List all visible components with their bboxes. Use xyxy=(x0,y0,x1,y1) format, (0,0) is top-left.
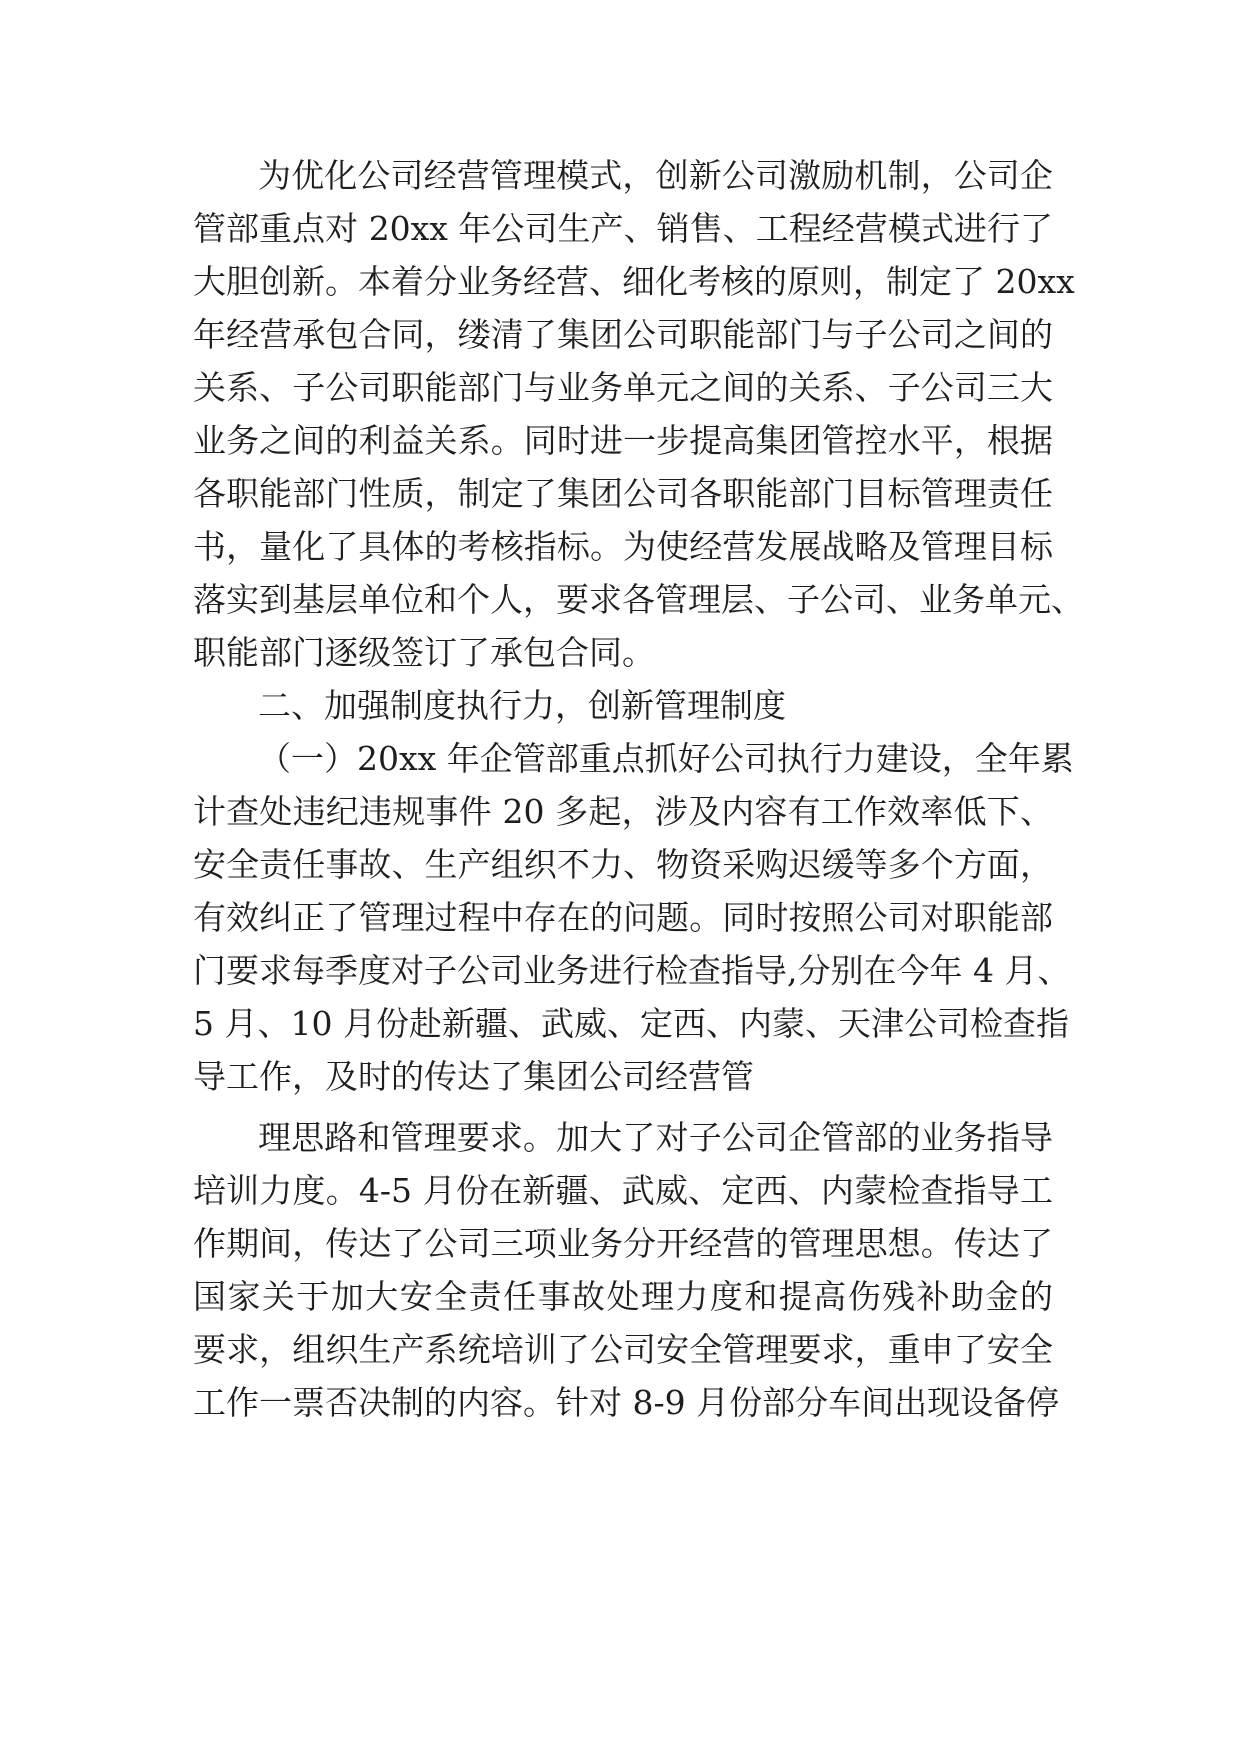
paragraph-line: 导工作，及时的传达了集团公司经营管 xyxy=(193,1057,754,1096)
paragraph-line: 5 月、10 月份赴新疆、武威、定西、内蒙、天津公司检查指 xyxy=(193,1004,1069,1043)
paragraph-line: 理思路和管理要求。加大了对子公司企管部的业务指导 xyxy=(258,1118,1053,1157)
paragraph-line: 年经营承包合同，缕清了集团公司职能部门与子公司之间的 xyxy=(193,315,1053,354)
paragraph-line: 培训力度。4-5 月份在新疆、武威、定西、内蒙检查指导工 xyxy=(193,1171,1053,1210)
paragraph-line: 管部重点对 20xx 年公司生产、销售、工程经营模式进行了 xyxy=(193,209,1053,248)
paragraph-line: 落实到基层单位和个人，要求各管理层、子公司、业务单元、 xyxy=(193,580,1084,619)
paragraph-line: 要求，组织生产系统培训了公司安全管理要求，重申了安全 xyxy=(193,1330,1053,1369)
paragraph-line: 计查处违纪违规事件 20 多起，涉及内容有工作效率低下、 xyxy=(193,792,1053,831)
paragraph-line: 业务之间的利益关系。同时进一步提高集团管控水平，根据 xyxy=(193,421,1053,460)
paragraph-line: 工作一票否决制的内容。针对 8-9 月份部分车间出现设备停 xyxy=(193,1383,1060,1422)
paragraph-line: 有效纠正了管理过程中存在的问题。同时按照公司对职能部 xyxy=(193,898,1053,937)
section-heading: 二、加强制度执行力，创新管理制度 xyxy=(258,686,786,725)
paragraph-line: 作期间，传达了公司三项业务分开经营的管理思想。传达了 xyxy=(193,1224,1053,1263)
paragraph-line: 门要求每季度对子公司业务进行检查指导,分别在今年 4 月、 xyxy=(193,951,1071,990)
paragraph-line: 大胆创新。本着分业务经营、细化考核的原则，制定了 20xx xyxy=(193,262,1075,301)
paragraph-line: （一）20xx 年企管部重点抓好公司执行力建设，全年累 xyxy=(258,739,1074,778)
paragraph-line: 安全责任事故、生产组织不力、物资采购迟缓等多个方面， xyxy=(193,845,1053,884)
paragraph-line: 各职能部门性质，制定了集团公司各职能部门目标管理责任 xyxy=(193,474,1053,513)
paragraph-line: 为优化公司经营管理模式，创新公司激励机制，公司企 xyxy=(258,156,1053,195)
paragraph-line: 书，量化了具体的考核指标。为使经营发展战略及管理目标 xyxy=(193,527,1053,566)
paragraph-line: 职能部门逐级签订了承包合同。 xyxy=(193,633,655,672)
paragraph-line: 关系、子公司职能部门与业务单元之间的关系、子公司三大 xyxy=(193,368,1053,407)
paragraph-line: 国家关于加大安全责任事故处理力度和提高伤残补助金的 xyxy=(193,1277,1053,1316)
